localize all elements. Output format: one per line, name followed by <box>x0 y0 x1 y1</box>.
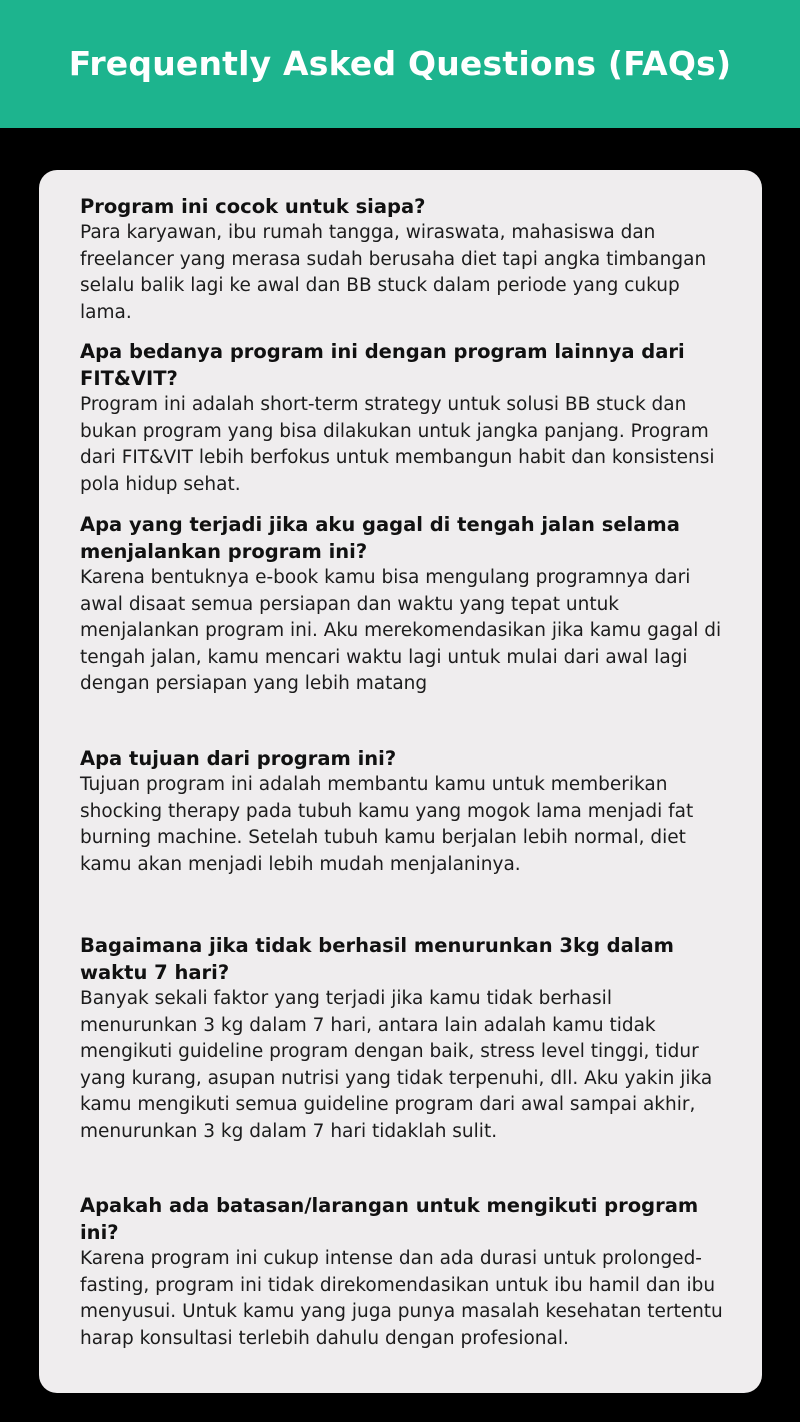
faq-card <box>39 170 762 1393</box>
faq-answer: Banyak sekali faktor yang terjadi jika kamu tidak berhasil menurunkan 3 kg dalam 7 hari, antara lain adalah kamu tidak mengikuti guideline program dengan baik, stress level tinggi, tidur yang kurang, asupan nutrisi yang tidak terpenuhi, dll. Aku yakin jika kamu mengikuti semua guideline program dari awal sampai akhir, menurunkan 3 kg dalam 7 hari tidaklah sulit. <box>80 988 713 1142</box>
faq-answer: Karena program ini cukup intense dan ada durasi untuk prolonged-fasting, program ini tidak direkomendasikan untuk ibu hamil dan ibu menyusui. Untuk kamu yang juga punya masalah kesehatan tertentu harap konsultasi terlebih dahulu dengan profesional. <box>80 1248 723 1349</box>
faq-item-not-successful <box>80 932 730 1145</box>
faq-answer: Tujuan program ini adalah membantu kamu untuk memberikan shocking therapy pada tubuh kamu yang mogok lama menjadi fat burning machine. Setelah tubuh kamu berjalan lebih normal, diet kamu akan menjadi lebih mudah menjalaninya. <box>80 774 694 875</box>
header-banner <box>0 0 800 128</box>
faq-item-program-difference <box>80 338 730 498</box>
faq-question: Bagaimana jika tidak berhasil menurunkan 3kg dalam waktu 7 hari? <box>80 934 674 984</box>
faq-item-program-goal <box>80 745 730 878</box>
faq-item-restrictions <box>80 1192 730 1352</box>
faq-answer: Para karyawan, ibu rumah tangga, wiraswata, mahasiswa dan freelancer yang merasa sudah berusaha diet tapi angka timbangan selalu balik lagi ke awal dan BB stuck dalam periode yang cukup lama. <box>80 222 707 323</box>
faq-answer: Program ini adalah short-term strategy untuk solusi BB stuck dan bukan program yang bisa dilakukan untuk jangka panjang. Program dari FIT&VIT lebih berfokus untuk membangun habit dan konsistensi pola hidup sehat. <box>80 394 715 495</box>
faq-question: Apa tujuan dari program ini? <box>80 747 397 770</box>
faq-question: Program ini cocok untuk siapa? <box>80 195 426 218</box>
faq-item-failure <box>80 511 730 698</box>
faq-question: Apa yang terjadi jika aku gagal di tengah jalan selama menjalankan program ini? <box>80 513 680 563</box>
faq-item-target-audience <box>80 193 730 326</box>
faq-question: Apakah ada batasan/larangan untuk mengikuti program ini? <box>80 1194 699 1244</box>
page-title: Frequently Asked Questions (FAQs) <box>68 44 732 83</box>
faq-answer: Karena bentuknya e-book kamu bisa mengulang programnya dari awal disaat semua persiapan dan waktu yang tepat untuk menjalankan program ini. Aku merekomendasikan jika kamu gagal di tengah jalan, kamu mencari waktu lagi untuk mulai dari awal lagi dengan persiapan yang lebih matang <box>80 567 722 694</box>
faq-question: Apa bedanya program ini dengan program lainnya dari FIT&VIT? <box>80 340 685 390</box>
